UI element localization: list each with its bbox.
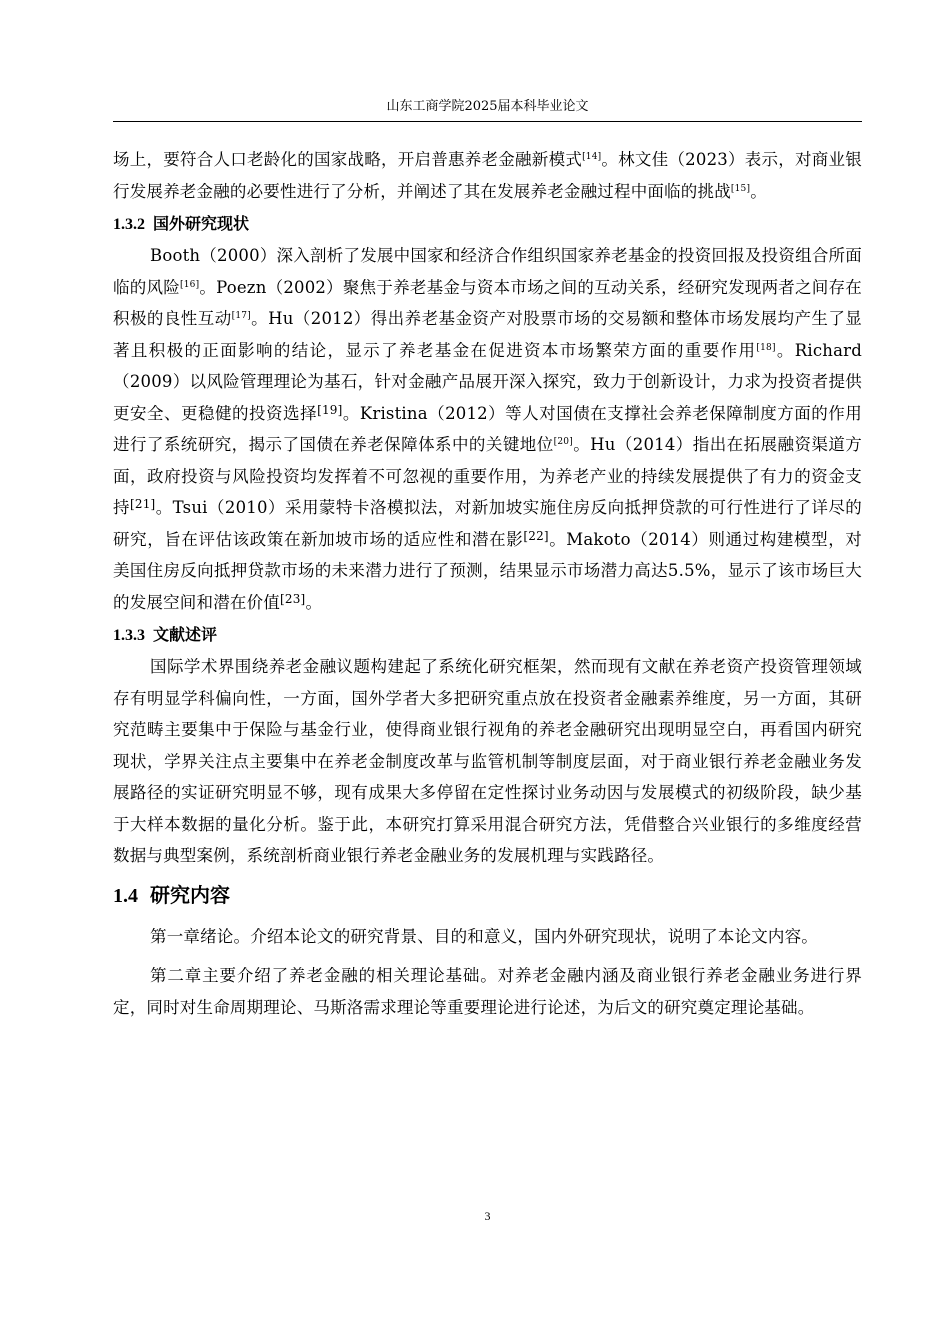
- paragraph-text: 。林文佳（2023）表示，对商业银行发展养老金融的必要性进行了分析，并阐述了其在发展养老金融过程中面临的挑战: [113, 150, 862, 201]
- paragraph-continuation: [113, 144, 862, 207]
- citation: [14]: [582, 152, 602, 162]
- citation: [21]: [129, 497, 156, 511]
- section-heading-1-3-2: [113, 208, 862, 240]
- paragraph-text: 。Poezn（2002）聚焦于养老基金与资本市场之间的互动关系，经研究发现两者之间存在积极的良性互动: [113, 277, 862, 328]
- citation: [19]: [317, 402, 343, 417]
- paragraph-text: 。Hu（2012）得出养老基金资产对股票市场的交易额和整体市场发展均产生了显著且积极的正面影响的结论，显示了养老基金在促进资本市场繁荣方面的重要作用: [113, 309, 863, 360]
- paragraph-text: Booth（2000）深入剖析了发展中国家和经济合作组织国家养老基金的投资回报及投资组合所面临的风险: [113, 246, 862, 297]
- citation: [18]: [756, 342, 776, 353]
- section-title: 国外研究现状: [153, 214, 250, 233]
- paragraph-text: 场上，要符合人口老龄化的国家战略，开启普惠养老金融新模式: [113, 150, 583, 169]
- citation: [23]: [280, 591, 306, 606]
- section-heading-1-4: [113, 879, 862, 912]
- paragraph-text: 。Tsui（2010）采用蒙特卡洛模拟法，对新加坡实施住房反向抵押贷款的可行性进行了详尽的研究，旨在评估该政策在新加坡市场的适应性和潜在影: [113, 498, 862, 549]
- paragraph-text: 。Hu（2014）指出在拓展融资渠道方面，政府投资与风险投资均发挥着不可忽视的重要作用，为养老产业的持续发展提供了有力的资金支持: [113, 435, 862, 517]
- section-heading-1-3-3: [113, 619, 862, 651]
- section-number: 1.3.2: [113, 216, 145, 233]
- paragraph-chapter-one: 第一章绪论。介绍本论文的研究背景、目的和意义，国内外研究现状，说明了本论文内容。: [150, 926, 818, 946]
- paragraph-text: 。Richard（2009）以风险管理理论为基石，针对金融产品展开深入探究，致力于创新设计，力求为投资者提供更安全、更稳健的投资选择: [113, 340, 862, 423]
- citation: [22]: [523, 528, 549, 543]
- page-number: 3: [484, 1209, 491, 1223]
- paragraph-text: 。Makoto（2014）则通过构建模型，对美国住房反向抵押贷款市场的未来潜力进行了预测，结果显示市场潜力高达5.5%，显示了该市场巨大的发展空间和潜在价值: [113, 529, 862, 612]
- citation: [17]: [231, 311, 251, 321]
- citation: [16]: [180, 279, 200, 290]
- header-rule: [113, 121, 862, 122]
- section-number: 1.4: [113, 884, 138, 907]
- paragraph-text: 。: [750, 181, 767, 201]
- paragraph-foreign-research: [113, 240, 862, 618]
- paragraph-gap: [113, 952, 862, 960]
- citation: [15]: [730, 183, 751, 194]
- paragraph-literature-review: 国际学术界围绕养老金融议题构建起了系统化研究框架，然而现有文献在养老资产投资管理领域存有明显学科偏向性，一方面，国外学者大多把研究重点放在投资者金融素养维度，另一方面，其研究范畴主要集中于保险与基金行业，使得商业银行视角的养老金融研究出现明显空白，再看国内研究现状，学界关注点主要集中在养老金制度改革与监管机制等制度层面，对于商业银行养老金融业务发展路径的实证研究明显不够，现有成果大多停留在定性探讨业务动因与发展模式的初级阶段，缺少基于大样本数据的量化分析。鉴于此，本研究打算采用混合研究方法，凭借整合兴业银行的多维度经营数据与典型案例，系统剖析商业银行养老金融业务的发展机理与实践路径。: [113, 657, 862, 865]
- running-header: 山东工商学院2025届本科毕业论文: [386, 99, 589, 114]
- citation: [20]: [553, 437, 573, 447]
- section-title: 研究内容: [150, 882, 230, 907]
- paragraph-text: 。Kristina（2012）等人对国债在支撑社会养老保障制度方面的作用进行了系统研究，揭示了国债在养老保障体系中的关键地位: [113, 403, 862, 454]
- section-number: 1.3.3: [113, 627, 145, 644]
- page-body: [113, 144, 862, 1023]
- paragraph-chapter-two: 第二章主要介绍了养老金融的相关理论基础。对养老金融内涵及商业银行养老金融业务进行界定，同时对生命周期理论、马斯洛需求理论等重要理论进行论述，为后文的研究奠定理论基础。: [113, 966, 862, 1017]
- paragraph-text: 。: [305, 592, 323, 612]
- section-title: 文献述评: [153, 625, 218, 644]
